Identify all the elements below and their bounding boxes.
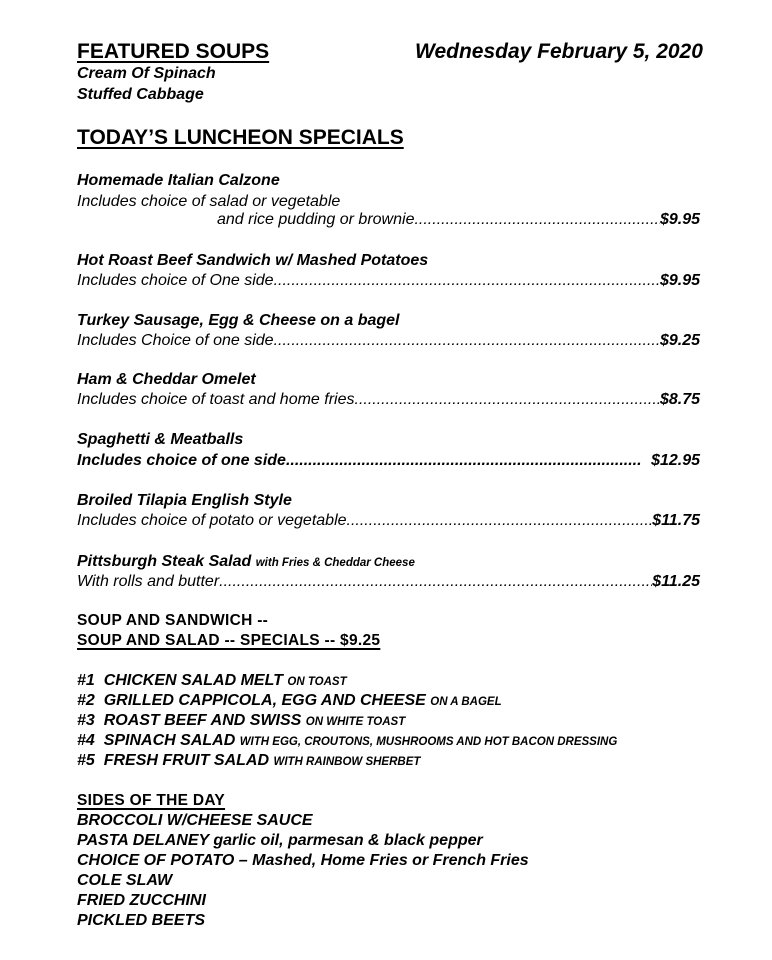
leader-dots	[219, 572, 652, 592]
leader-dots	[347, 511, 653, 531]
special-desc: With rolls and butter	[77, 573, 220, 590]
combo-name: CHICKEN SALAD MELT	[103, 672, 283, 689]
combo-note: WITH RAINBOW SHERBET	[273, 756, 421, 768]
special-name-text: Pittsburgh Steak Salad	[77, 553, 252, 570]
special-price: $9.95	[659, 211, 700, 228]
leader-dots	[414, 210, 659, 230]
soup-item: Stuffed Cabbage	[77, 86, 204, 103]
combo-name: ROAST BEEF AND SWISS	[103, 712, 302, 729]
leader-dots	[355, 390, 660, 410]
side-item: COLE SLAW	[77, 872, 173, 889]
special-name: Spaghetti & Meatballs	[77, 431, 244, 448]
combo-number: #4	[77, 732, 95, 749]
leader-dots	[274, 271, 660, 291]
side-item: FRIED ZUCCHINI	[77, 892, 206, 909]
combo-name: SPINACH SALAD	[103, 732, 236, 749]
featured-soups-title: FEATURED SOUPS	[77, 40, 270, 63]
combo-number: #2	[77, 692, 95, 709]
special-price-row	[77, 511, 700, 531]
special-name-note: with Fries & Cheddar Cheese	[255, 557, 415, 569]
side-item: PASTA DELANEY garlic oil, parmesan & black pepper	[77, 832, 483, 849]
menu-date: Wednesday February 5, 2020	[415, 40, 703, 63]
soup-sandwich-heading: SOUP AND SANDWICH --	[77, 612, 269, 629]
combo-number: #1	[77, 672, 95, 689]
special-name: Broiled Tilapia English Style	[77, 492, 292, 509]
special-name: Ham & Cheddar Omelet	[77, 371, 256, 388]
combo-number: #5	[77, 752, 95, 769]
special-desc: and rice pudding or brownie	[217, 211, 415, 228]
combo-name: GRILLED CAPPICOLA, EGG AND CHEESE	[103, 692, 426, 709]
side-item: BROCCOLI W/CHEESE SAUCE	[77, 812, 313, 829]
combo-note: ON WHITE TOAST	[305, 716, 406, 728]
specials-title: TODAY’S LUNCHEON SPECIALS	[77, 126, 404, 149]
special-price: $11.75	[652, 512, 700, 529]
special-name: Hot Roast Beef Sandwich w/ Mashed Potatoes	[77, 252, 429, 269]
special-price-row	[217, 210, 700, 230]
special-desc: Includes choice of toast and home fries	[77, 391, 355, 408]
combo-note: ON A BAGEL	[430, 696, 502, 708]
soup-salad-heading: SOUP AND SALAD -- SPECIALS -- $9.25	[77, 632, 381, 649]
special-price-row	[77, 271, 700, 291]
combo-number: #3	[77, 712, 95, 729]
special-price: $8.75	[659, 391, 700, 408]
special-name: Turkey Sausage, Egg & Cheese on a bagel	[77, 312, 400, 329]
special-name: Homemade Italian Calzone	[77, 172, 280, 189]
special-price: $9.95	[659, 272, 700, 289]
combo-note: ON TOAST	[287, 676, 347, 688]
sides-title: SIDES OF THE DAY	[77, 792, 226, 809]
special-price-row	[77, 451, 700, 471]
special-desc: Includes Choice of one side	[77, 332, 274, 349]
special-desc: Includes choice of salad or vegetable	[77, 193, 341, 210]
special-price-row	[77, 390, 700, 410]
leader-dots	[286, 451, 641, 471]
special-price-row	[77, 331, 700, 351]
special-desc: Includes choice of One side	[77, 272, 274, 289]
combo-note: WITH EGG, CROUTONS, MUSHROOMS AND HOT BACON DRESSING	[239, 736, 618, 748]
combo-name: FRESH FRUIT SALAD	[103, 752, 270, 769]
special-desc: Includes choice of potato or vegetable	[77, 512, 347, 529]
side-item: CHOICE OF POTATO – Mashed, Home Fries or French Fries	[77, 852, 529, 869]
combo-item	[77, 731, 617, 752]
special-price: $12.95	[651, 452, 700, 469]
side-item: PICKLED BEETS	[77, 912, 206, 929]
special-price-row	[77, 572, 700, 592]
combo-item	[77, 691, 502, 712]
combo-item	[77, 711, 405, 732]
combo-item	[77, 671, 347, 692]
soup-item: Cream Of Spinach	[77, 65, 216, 82]
leader-dots	[274, 331, 660, 351]
combo-item	[77, 751, 420, 772]
special-desc: Includes choice of one side	[77, 452, 286, 469]
special-price: $9.25	[659, 332, 700, 349]
special-price: $11.25	[652, 573, 700, 590]
special-name	[77, 552, 415, 573]
